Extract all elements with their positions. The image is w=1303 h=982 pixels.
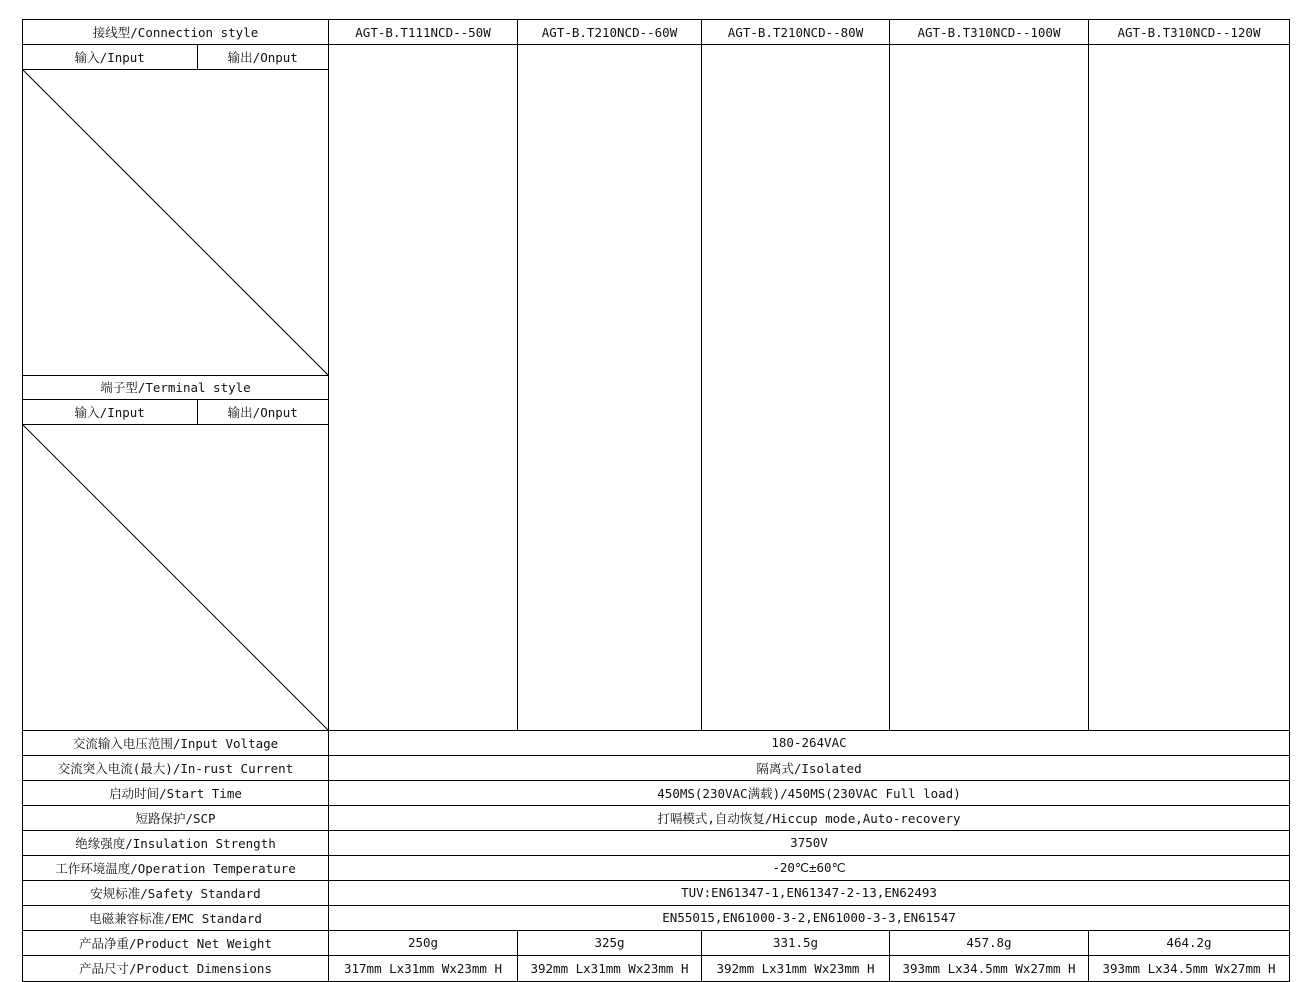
connection-output-label: 输出/Onput xyxy=(227,49,298,65)
spec-row xyxy=(23,880,1290,905)
weight-value: 464.2g xyxy=(1089,930,1290,955)
dimensions-label: 产品尺寸/Product Dimensions xyxy=(23,955,329,981)
terminal-diagonal-cell xyxy=(23,424,328,730)
connection-diagonal-cell xyxy=(23,69,328,375)
dimensions-value: 393mm Lx34.5mm Wx27mm H xyxy=(890,955,1089,981)
model-header-2: AGT-B.T210NCD--60W xyxy=(518,20,702,45)
terminal-style-label: 端子型/Terminal style xyxy=(23,375,328,399)
model-header-1: AGT-B.T111NCD--50W xyxy=(329,20,518,45)
model-header-4: AGT-B.T310NCD--100W xyxy=(890,20,1089,45)
connection-input-label: 输入/Input xyxy=(23,45,197,69)
row-label: 电磁兼容标准/EMC Standard xyxy=(23,905,329,930)
weight-value: 331.5g xyxy=(702,930,890,955)
spec-row xyxy=(23,780,1290,805)
product-image-cell-4 xyxy=(890,45,1089,731)
weight-value: 457.8g xyxy=(890,930,1089,955)
header-row xyxy=(23,20,1290,45)
weight-row xyxy=(23,930,1290,955)
model-header-3: AGT-B.T210NCD--80W xyxy=(702,20,890,45)
spec-row xyxy=(23,905,1290,930)
connection-style-header: 接线型/Connection style xyxy=(23,20,329,45)
spec-row xyxy=(23,855,1290,880)
row-label: 短路保护/SCP xyxy=(23,805,329,830)
spec-row xyxy=(23,730,1290,755)
wiring-label-block xyxy=(23,45,329,731)
product-image-cell-1 xyxy=(329,45,518,731)
row-label: 交流输入电压范围/Input Voltage xyxy=(23,730,329,755)
row-label: 交流突入电流(最大)/In-rust Current xyxy=(23,755,329,780)
weight-value: 325g xyxy=(518,930,702,955)
row-value: TUV:EN61347-1,EN61347-2-13,EN62493 xyxy=(329,880,1290,905)
product-image-cell-2 xyxy=(518,45,702,731)
row-value: 3750V xyxy=(329,830,1290,855)
terminal-output-label: 输出/Onput xyxy=(197,399,328,424)
row-label: 工作环境温度/Operation Temperature xyxy=(23,855,329,880)
row-value: -20℃±60℃ xyxy=(329,855,1290,880)
wiring-subtable xyxy=(23,45,328,730)
diagonal-line-icon xyxy=(23,425,328,730)
dimensions-value: 393mm Lx34.5mm Wx27mm H xyxy=(1089,955,1290,981)
spec-row xyxy=(23,755,1290,780)
weight-value: 250g xyxy=(329,930,518,955)
spec-row xyxy=(23,830,1290,855)
image-area-row xyxy=(23,45,1290,731)
row-value: EN55015,EN61000-3-2,EN61000-3-3,EN61547 xyxy=(329,905,1290,930)
terminal-input-label: 输入/Input xyxy=(23,399,197,424)
spec-table xyxy=(22,19,1290,982)
row-value: 180-264VAC xyxy=(329,730,1290,755)
dimensions-value: 317mm Lx31mm Wx23mm H xyxy=(329,955,518,981)
row-label: 绝缘强度/Insulation Strength xyxy=(23,830,329,855)
row-label: 启动时间/Start Time xyxy=(23,780,329,805)
row-label: 安规标准/Safety Standard xyxy=(23,880,329,905)
model-header-5: AGT-B.T310NCD--120W xyxy=(1089,20,1290,45)
spec-row xyxy=(23,805,1290,830)
dimensions-row xyxy=(23,955,1290,981)
row-value: 打嗝模式,自动恢复/Hiccup mode,Auto-recovery xyxy=(329,805,1290,830)
row-value: 450MS(230VAC满载)/450MS(230VAC Full load) xyxy=(329,780,1290,805)
diagonal-line-icon xyxy=(23,70,328,375)
row-value: 隔离式/Isolated xyxy=(329,755,1290,780)
dimensions-value: 392mm Lx31mm Wx23mm H xyxy=(702,955,890,981)
product-image-cell-5 xyxy=(1089,45,1290,731)
weight-label: 产品净重/Product Net Weight xyxy=(23,930,329,955)
dimensions-value: 392mm Lx31mm Wx23mm H xyxy=(518,955,702,981)
product-image-cell-3 xyxy=(702,45,890,731)
